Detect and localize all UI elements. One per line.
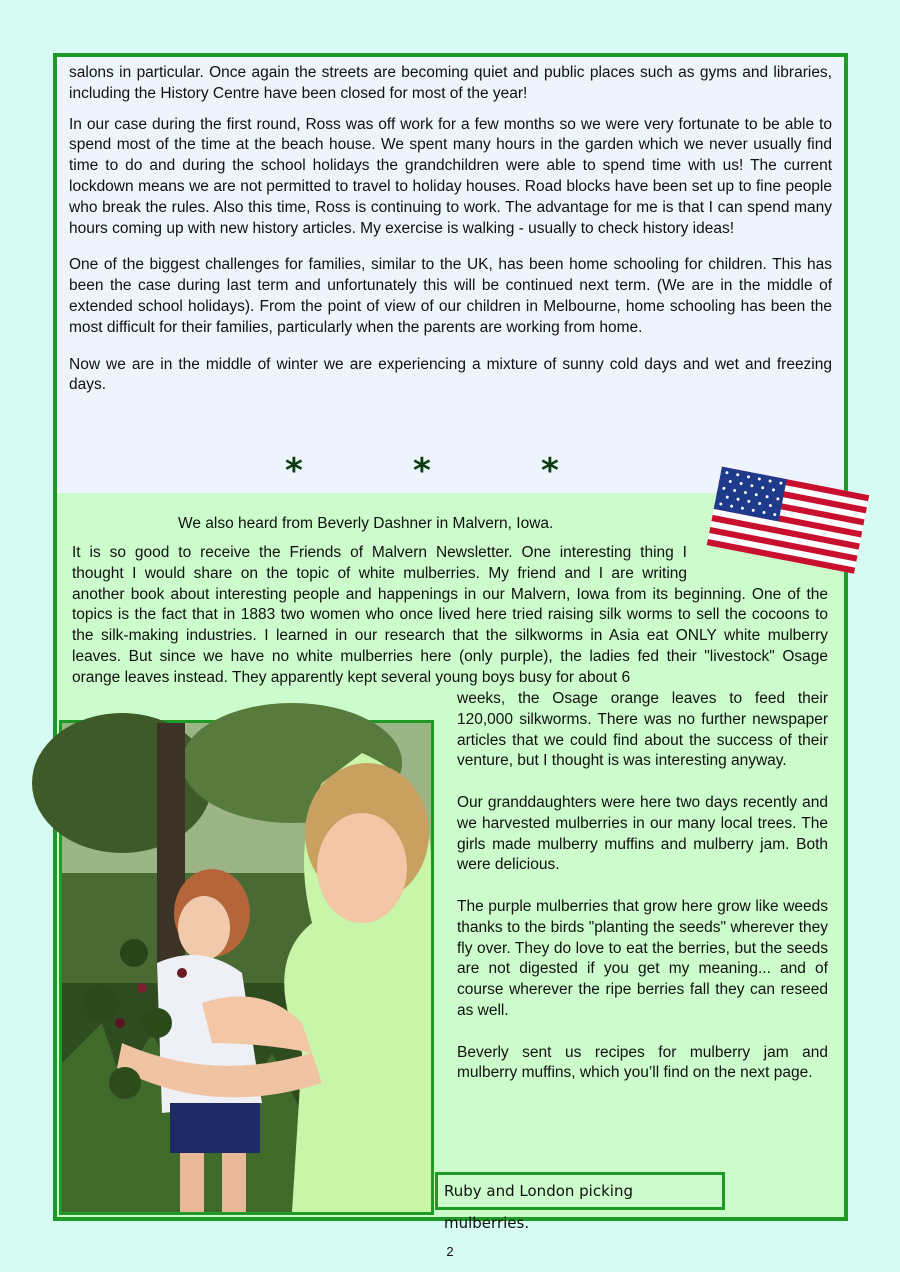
paragraph-purple-mulberries: The purple mulberries that grow here grow like weeds thanks to the birds "planting the seeds" wherever they fly over. They do love to eat the berries, but the seeds are not digested if you get my meaning... and of course wherever the ripe berries fall they can reseed as well.	[457, 897, 828, 1019]
photo-caption: Ruby and London picking mulberries.	[435, 1172, 725, 1210]
paragraph-winter: Now we are in the middle of winter we are experiencing a mixture of sunny cold days and wet and freezing days.	[69, 355, 832, 394]
paragraph-first-round: In our case during the first round, Ross was off work for a few months so we were very fortunate to be able to spend most of the time at the beach house. We spent many hours in the garden which we never usually find time to do and during the school holidays the grandchildren were able to spend time with us! The current lockdown means we are not permitted to travel to holiday houses. Road blocks have been set up to fine people who break the rules. Also this time, Ross is continuing to work. The advantage for me is that I can spend many hours coming up with new history articles. My exercise is walking - usually to check history ideas!	[69, 115, 832, 237]
letter-continued	[457, 689, 828, 1105]
lower-section	[57, 493, 844, 1232]
paragraph-salons: salons in particular. Once again the streets are becoming quiet and public places such as gyms and libraries, including the History Centre have been closed for most of the year!	[69, 64, 832, 102]
us-flag-icon	[703, 462, 871, 578]
letter-line: It is so good to receive the Friends of Malvern Newsletter. One interesting thing I	[72, 544, 687, 561]
mulberry-photo	[59, 720, 434, 1215]
upper-section	[57, 57, 844, 493]
separator-star: *	[285, 451, 303, 491]
separator-star: *	[541, 451, 559, 491]
paragraph-granddaughters: Our granddaughters were here two days recently and we harvested mulberries in our many local trees. The girls made mulberry muffins and mulberry jam. Both were delicious.	[457, 793, 828, 874]
paragraph-silkworms: weeks, the Osage orange leaves to feed their 120,000 silkworms. There was no further newspaper articles that we could find about the success of their venture, but I thought is was interesting anyway.	[457, 690, 828, 770]
intro-line: We also heard from Beverly Dashner in Malvern, Iowa.	[178, 515, 554, 532]
letter-body: another book about interesting people and happenings in our Malvern, Iowa from its beginning. One of the topics is the fact that in 1883 two women who once lived here tried raising silk worms to sell the cocoons to the silk-making industries. I learned in our research that the silkworms in Asia eat ONLY white mulberry leaves. But since we have no white mulberries here (only purple), the ladies fed their "livestock" Osage orange leaves instead. They apparently kept several young boys busy for about 6	[72, 585, 828, 686]
paragraph-recipes: Beverly sent us recipes for mulberry jam and mulberry muffins, which you’ll find on the next page.	[457, 1043, 828, 1082]
article-frame	[53, 53, 848, 1232]
letter-line: thought I would share on the topic of white mulberries. My friend and I are writing	[72, 564, 687, 582]
separator-star: *	[413, 451, 431, 491]
paragraph-home-schooling: One of the biggest challenges for families, similar to the UK, has been home schooling for children. This has been the case during last term and unfortunately this will be continued next term. (We are in the middle of extended school holidays). From the point of view of our children in Melbourne, home schooling has been the most difficult for their families, particularly when the parents are working from home.	[69, 256, 832, 336]
page-number: 2	[446, 1244, 454, 1259]
